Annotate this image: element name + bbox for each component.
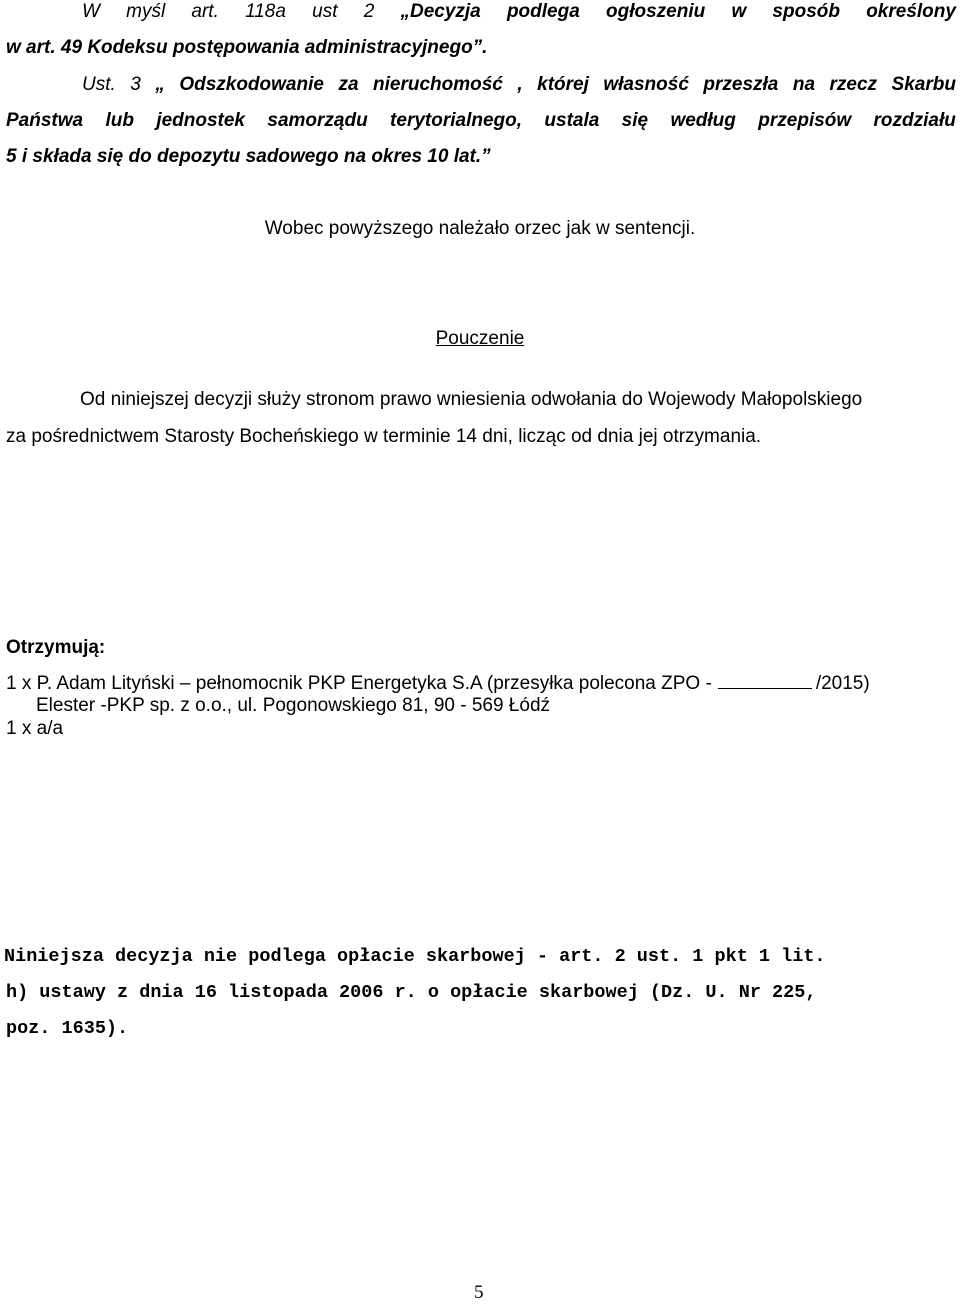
word: W (82, 1, 100, 22)
recipients-heading: Otrzymują: (6, 637, 106, 658)
word: lub (105, 110, 134, 131)
word: się (621, 110, 649, 131)
word: , (517, 74, 523, 95)
word: podlega (506, 1, 580, 22)
word: przeszła (703, 74, 779, 95)
word: określony (866, 1, 956, 22)
recipient-item-1-address: Elester -PKP sp. z o.o., ul. Pogonowskiego 81, 90 - 569 Łódź (36, 695, 551, 716)
word: „ (155, 74, 165, 95)
word: 118a (245, 1, 286, 22)
word: Skarbu (891, 74, 956, 95)
word: ust (312, 1, 338, 22)
word: której (537, 74, 589, 95)
word: terytorialnego, (390, 110, 523, 131)
word: jednostek (156, 110, 246, 131)
reasoning-line-3 (82, 73, 956, 97)
word: rozdziału (873, 110, 956, 131)
word: samorządu (267, 110, 368, 131)
word: art. (191, 1, 219, 22)
conclusion-text: Wobec powyższego należało orzec jak w sentencji. (264, 218, 696, 239)
recipient-item-2: 1 x a/a (6, 718, 64, 739)
word: własność (603, 74, 689, 95)
word: na (792, 74, 816, 95)
word: myśl (126, 1, 166, 22)
recipient-item-1 (6, 672, 870, 696)
reasoning-line-4 (6, 109, 956, 133)
word: nieruchomość (373, 74, 503, 95)
word: ustala (544, 110, 600, 131)
word: sposób (772, 1, 840, 22)
reasoning-line-5: 5 i składa się do depozytu sadowego na okres 10 lat.” (6, 146, 491, 167)
recipient-item-1-suffix: /2015) (815, 673, 870, 694)
recipient-item-1-text: 1 x P. Adam Lityński – pełnomocnik PKP Energetyka S.A (przesyłka polecona ZPO - (6, 673, 712, 694)
word: Ust. (82, 74, 116, 95)
word: przepisów (758, 110, 852, 131)
reasoning-line-2: w art. 49 Kodeksu postępowania administracyjnego”. (6, 37, 488, 58)
word: „Decyzja (400, 1, 481, 22)
word: Odszkodowanie (179, 74, 324, 95)
word: według (670, 110, 736, 131)
fee-note-line-1: Niniejsza decyzja nie podlega opłacie skarbowej - art. 2 ust. 1 pkt 1 lit. (4, 946, 826, 967)
word: 3 (130, 74, 141, 95)
fee-note-line-3: poz. 1635). (6, 1018, 129, 1039)
word: Państwa (6, 110, 84, 131)
fee-note-line-2: h) ustawy z dnia 16 listopada 2006 r. o opłacie skarbowej (Dz. U. Nr 225, (6, 982, 817, 1003)
word: w (731, 1, 747, 22)
instruction-line-2: za pośrednictwem Starosty Bocheńskiego w terminie 14 dni, licząc od dnia jej otrzymania. (6, 426, 762, 447)
instruction-line-1: Od niniejszej decyzji służy stronom prawo wniesienia odwołania do Wojewody Małopolskiego (80, 389, 863, 410)
word: 2 (363, 1, 375, 22)
page-number: 5 (474, 1282, 484, 1303)
word: rzecz (829, 74, 878, 95)
reasoning-line-1 (82, 0, 956, 24)
word: za (338, 74, 359, 95)
instruction-heading: Pouczenie (435, 328, 525, 349)
word: ogłoszeniu (606, 1, 706, 22)
blank-line (718, 672, 812, 689)
